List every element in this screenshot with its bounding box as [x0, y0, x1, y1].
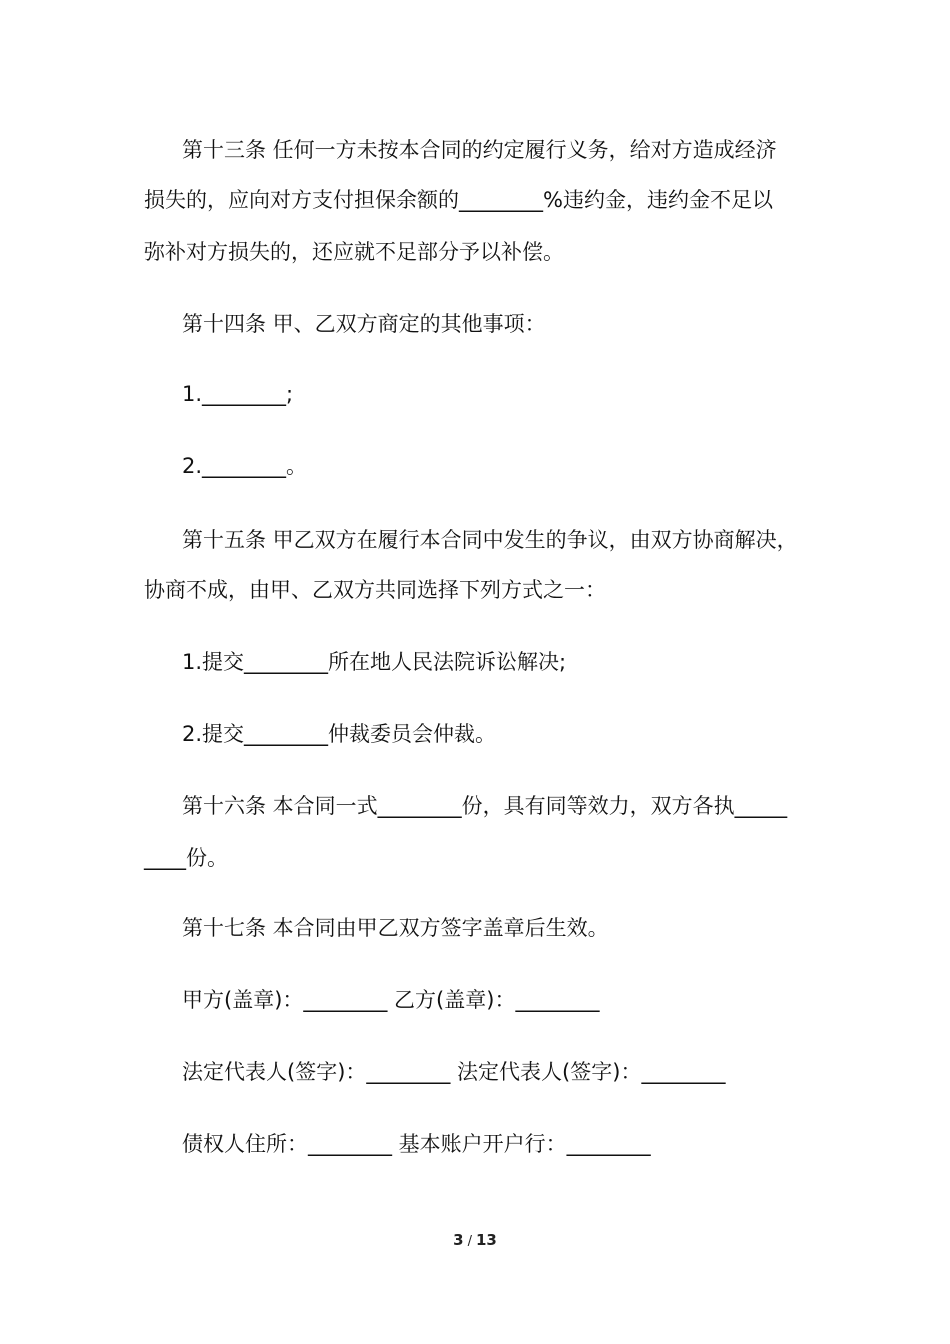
signature-party-line: 甲方(盖章)：________ 乙方(盖章)：________ [182, 988, 600, 1012]
article-13-line-1: 第十三条 任何一方未按本合同的约定履行义务，给对方造成经济 [182, 138, 777, 162]
page-indicator [0, 1230, 950, 1252]
article-15-line-1: 第十五条 甲乙双方在履行本合同中发生的争议，由双方协商解决， [182, 528, 798, 552]
current-page-number: 3 [453, 1231, 464, 1249]
article-15-option-2: 2.提交________仲裁委员会仲裁。 [182, 722, 497, 746]
article-14-item-2: 2.________。 [182, 454, 308, 478]
article-14-heading: 第十四条 甲、乙双方商定的其他事项： [182, 312, 546, 336]
article-15-option-1: 1.提交________所在地人民法院诉讼解决; [182, 650, 567, 674]
signature-representative-line: 法定代表人(签字)：________ 法定代表人(签字)：________ [182, 1060, 726, 1084]
article-15-line-2: 协商不成，由甲、乙双方共同选择下列方式之一： [144, 578, 606, 602]
article-13-line-3: 弥补对方损失的，还应就不足部分予以补偿。 [144, 240, 564, 264]
article-17: 第十七条 本合同由甲乙双方签字盖章后生效。 [182, 916, 609, 940]
article-14-item-1: 1.________; [182, 382, 294, 406]
total-page-count: 13 [475, 1231, 497, 1249]
article-13-line-2: 损失的，应向对方支付担保余额的________%违约金，违约金不足以 [144, 188, 773, 212]
page-separator: / [467, 1234, 472, 1249]
article-16-line-1: 第十六条 本合同一式________份，具有同等效力，双方各执_____ [182, 794, 788, 818]
article-16-line-2: ____份。 [144, 846, 228, 870]
signature-address-bank-line: 债权人住所：________ 基本账户开户行：________ [182, 1132, 651, 1156]
